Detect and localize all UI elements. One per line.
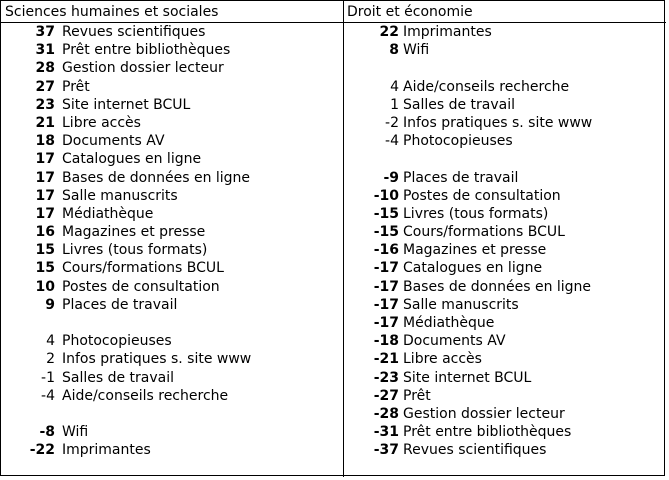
table-row bbox=[344, 314, 664, 332]
row-label: Libre accès bbox=[403, 351, 482, 368]
row-value: -18 bbox=[373, 333, 399, 350]
row-label: Cours/formations BCUL bbox=[403, 224, 565, 241]
row-label: Aide/conseils recherche bbox=[62, 387, 229, 404]
table-row bbox=[344, 187, 664, 205]
table-row bbox=[344, 96, 664, 114]
row-label: Places de travail bbox=[403, 169, 519, 186]
row-value: 17 bbox=[35, 187, 55, 204]
row-label: Prêt entre bibliothèques bbox=[62, 42, 231, 59]
row-label: Bases de données en ligne bbox=[403, 278, 592, 295]
row-value: -37 bbox=[373, 442, 399, 459]
row-value: 22 bbox=[379, 24, 399, 40]
table-row bbox=[344, 259, 664, 277]
row-value: 9 bbox=[45, 296, 55, 313]
row-value: 21 bbox=[35, 114, 55, 131]
table-row bbox=[344, 223, 664, 241]
table-row bbox=[344, 114, 664, 132]
row-value: -4 bbox=[41, 387, 55, 404]
table-row bbox=[344, 205, 664, 223]
table-row bbox=[1, 314, 343, 332]
table-row bbox=[1, 132, 343, 150]
row-label: Imprimantes bbox=[403, 24, 492, 40]
row-value: -17 bbox=[373, 296, 399, 313]
row-value: 2 bbox=[46, 351, 55, 368]
table-row bbox=[1, 187, 343, 205]
row-label: Places de travail bbox=[62, 296, 178, 313]
table-row bbox=[1, 223, 343, 241]
table-row bbox=[1, 350, 343, 368]
row-label: Wifi bbox=[403, 42, 430, 59]
row-label: Gestion dossier lecteur bbox=[403, 405, 565, 422]
row-label: Bases de données en ligne bbox=[62, 169, 251, 186]
row-label: Libre accès bbox=[62, 114, 141, 131]
table-row bbox=[344, 405, 664, 423]
row-label: Catalogues en ligne bbox=[403, 260, 543, 277]
row-value: 8 bbox=[389, 42, 399, 59]
table-row bbox=[344, 132, 664, 150]
row-value: 15 bbox=[35, 260, 55, 277]
row-value: 4 bbox=[390, 78, 399, 95]
table-row bbox=[1, 114, 343, 132]
row-value: 1 bbox=[390, 96, 399, 113]
row-label: Salle manuscrits bbox=[403, 296, 519, 313]
table-row bbox=[1, 96, 343, 114]
row-value: -17 bbox=[373, 260, 399, 277]
table-row bbox=[344, 41, 664, 59]
row-value: -10 bbox=[373, 187, 399, 204]
row-value: 17 bbox=[35, 205, 55, 222]
table-row bbox=[1, 369, 343, 387]
table-row bbox=[1, 205, 343, 223]
row-label: Prêt bbox=[62, 78, 90, 95]
left-column bbox=[1, 23, 343, 460]
table-row bbox=[1, 59, 343, 77]
table-row bbox=[1, 169, 343, 187]
table-row bbox=[1, 41, 343, 59]
row-label: Gestion dossier lecteur bbox=[62, 60, 224, 77]
row-value: -23 bbox=[373, 369, 399, 386]
row-label: Postes de consultation bbox=[403, 187, 561, 204]
row-label: Site internet BCUL bbox=[62, 96, 191, 113]
table-row bbox=[344, 350, 664, 368]
table-row bbox=[344, 78, 664, 96]
row-label: Revues scientifiques bbox=[403, 442, 547, 459]
table-row bbox=[1, 150, 343, 168]
row-label: Aide/conseils recherche bbox=[403, 78, 570, 95]
row-value: -15 bbox=[373, 205, 399, 222]
table-row bbox=[1, 423, 343, 441]
row-value: -31 bbox=[373, 424, 399, 441]
row-label: Médiathèque bbox=[62, 205, 154, 222]
table-row bbox=[344, 241, 664, 259]
row-value: -4 bbox=[385, 133, 399, 150]
row-value: 37 bbox=[35, 24, 55, 40]
row-value: -28 bbox=[373, 405, 399, 422]
table-row bbox=[344, 150, 664, 168]
row-label: Revues scientifiques bbox=[62, 24, 206, 40]
row-value: 10 bbox=[35, 278, 55, 295]
row-value: -1 bbox=[41, 369, 55, 386]
table-row bbox=[344, 423, 664, 441]
row-value: 17 bbox=[35, 169, 55, 186]
row-value: 28 bbox=[35, 60, 55, 77]
row-value: 31 bbox=[35, 42, 55, 59]
row-value: -8 bbox=[39, 424, 55, 441]
row-label: Médiathèque bbox=[403, 315, 495, 331]
table-row bbox=[1, 332, 343, 350]
row-label: Wifi bbox=[62, 424, 89, 441]
row-label: Prêt bbox=[403, 387, 431, 404]
row-value: -17 bbox=[373, 278, 399, 295]
row-value: 17 bbox=[35, 151, 55, 168]
table-row bbox=[1, 23, 343, 41]
row-label: Documents AV bbox=[403, 333, 506, 350]
row-label: Cours/formations BCUL bbox=[62, 260, 224, 277]
row-value: -15 bbox=[373, 224, 399, 241]
table-row bbox=[344, 296, 664, 314]
row-value: -16 bbox=[373, 242, 399, 259]
table-row bbox=[1, 241, 343, 259]
row-label: Salle manuscrits bbox=[62, 187, 178, 204]
header-sciences-humaines: Sciences humaines et sociales bbox=[5, 4, 219, 20]
row-value: 4 bbox=[46, 333, 55, 350]
row-label: Imprimantes bbox=[62, 442, 151, 459]
row-value: 27 bbox=[35, 78, 55, 95]
row-value: -9 bbox=[383, 169, 399, 186]
row-label: Salles de travail bbox=[62, 369, 175, 386]
row-label: Site internet BCUL bbox=[403, 369, 532, 386]
row-label: Postes de consultation bbox=[62, 278, 220, 295]
row-label: Livres (tous formats) bbox=[62, 242, 208, 259]
row-label: Infos pratiques s. site www bbox=[62, 351, 252, 368]
row-label: Salles de travail bbox=[403, 96, 516, 113]
row-label: Photocopieuses bbox=[62, 333, 172, 350]
table-row bbox=[1, 387, 343, 405]
row-value: -21 bbox=[373, 351, 399, 368]
row-label: Documents AV bbox=[62, 133, 165, 150]
table-row bbox=[1, 296, 343, 314]
row-label: Catalogues en ligne bbox=[62, 151, 202, 168]
row-value: 23 bbox=[35, 96, 55, 113]
row-label: Prêt entre bibliothèques bbox=[403, 424, 572, 441]
row-value: 18 bbox=[35, 133, 55, 150]
table-row bbox=[344, 23, 664, 41]
table-row bbox=[1, 405, 343, 423]
table-row bbox=[344, 278, 664, 296]
row-value: 15 bbox=[35, 242, 55, 259]
row-label: Magazines et presse bbox=[403, 242, 547, 259]
header-droit-economie: Droit et économie bbox=[347, 4, 473, 20]
table-row bbox=[344, 387, 664, 405]
row-value: -2 bbox=[385, 114, 399, 131]
row-label: Magazines et presse bbox=[62, 224, 206, 241]
table-row bbox=[344, 169, 664, 187]
row-value: 16 bbox=[35, 224, 55, 241]
table-row bbox=[344, 59, 664, 77]
table-row bbox=[344, 332, 664, 350]
row-value: -27 bbox=[373, 387, 399, 404]
right-column bbox=[344, 23, 664, 460]
table-row bbox=[344, 369, 664, 387]
row-value: -17 bbox=[373, 315, 399, 331]
table-row bbox=[1, 78, 343, 96]
table-row bbox=[1, 441, 343, 459]
row-label: Infos pratiques s. site www bbox=[403, 114, 593, 131]
table-row bbox=[1, 259, 343, 277]
row-label: Livres (tous formats) bbox=[403, 205, 549, 222]
row-value: -22 bbox=[29, 442, 55, 459]
table-row bbox=[1, 278, 343, 296]
table-row bbox=[344, 441, 664, 459]
row-label: Photocopieuses bbox=[403, 133, 513, 150]
